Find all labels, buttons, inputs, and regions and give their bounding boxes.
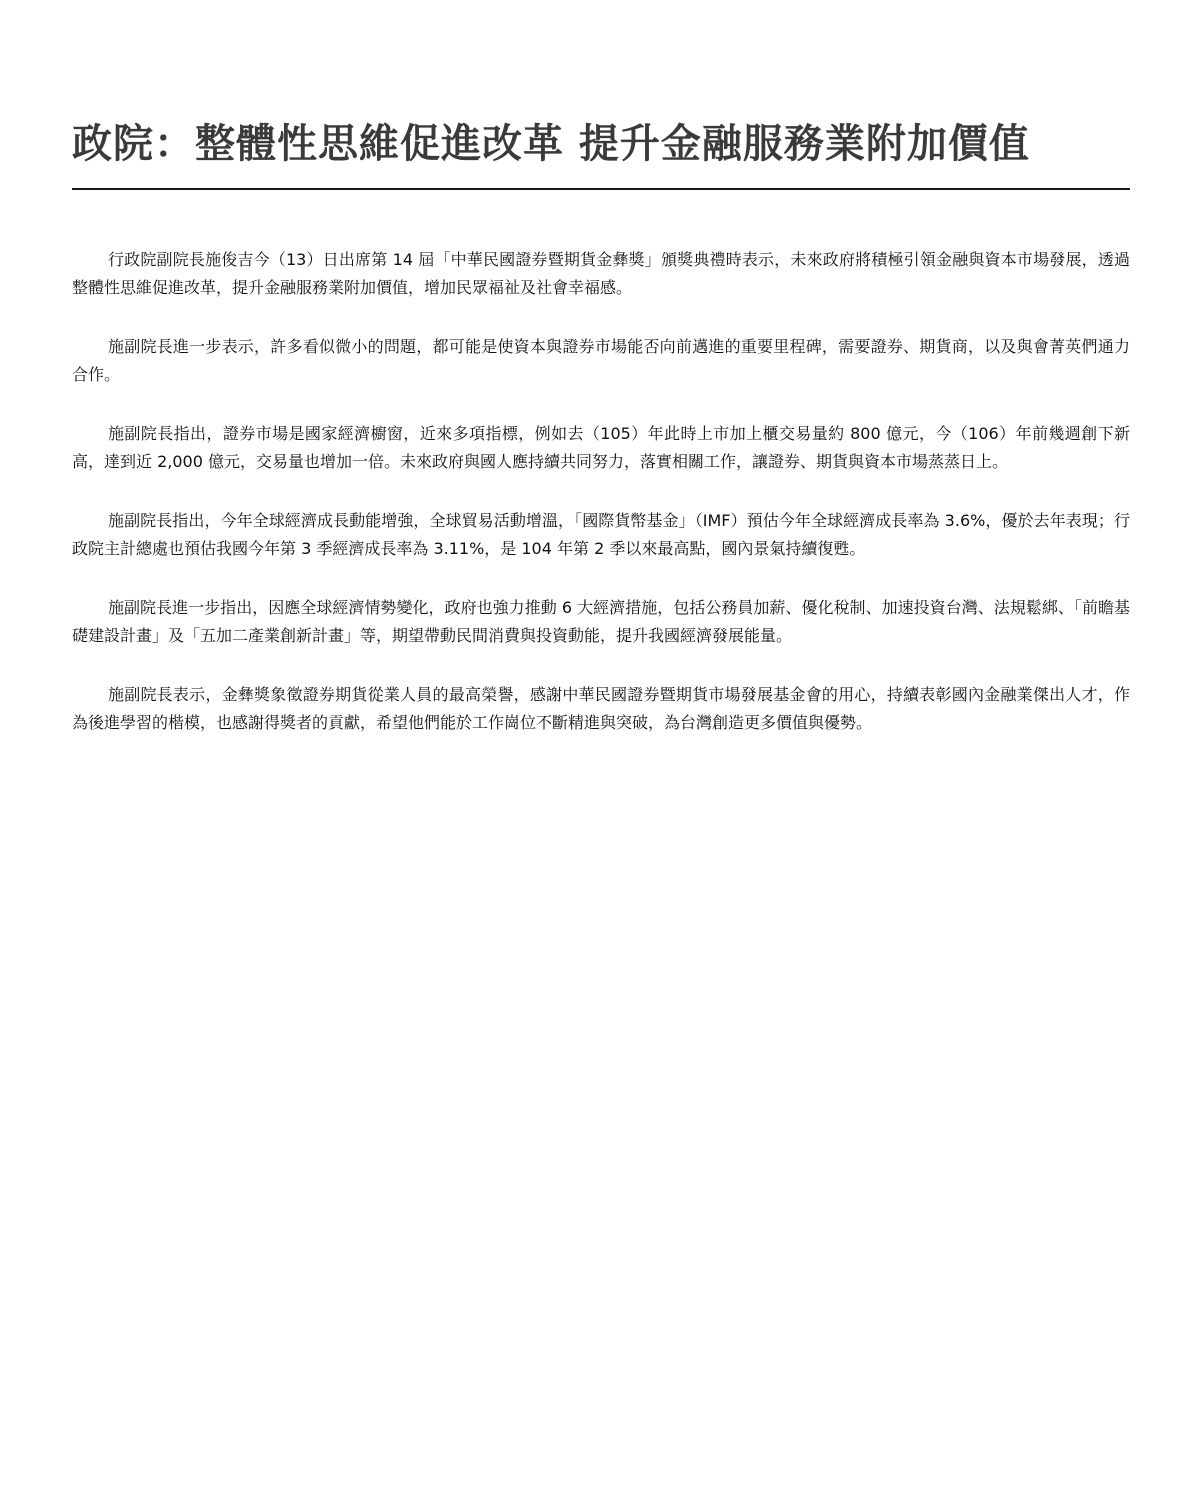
article-title: 政院：整體性思維促進改革 提升金融服務業附加價值 (72, 121, 1030, 167)
paragraph: 施副院長指出，證券市場是國家經濟櫥窗，近來多項指標，例如去（105）年此時上市加上櫃交易量約 800 億元，今（106）年前幾週創下新高，達到近 2,000 億元，交易量也增加一倍。未來政府與國人應持續共同努力，落實相關工作，讓證券、期貨與資本市場蒸蒸日上。 (72, 424, 1130, 471)
paragraph: 施副院長進一步表示，許多看似微小的問題，都可能是使資本與證券市場能否向前邁進的重要里程碑，需要證券、期貨商，以及與會菁英們通力合作。 (72, 337, 1130, 384)
document-page (72, 0, 1130, 768)
paragraph: 施副院長進一步指出，因應全球經濟情勢變化，政府也強力推動 6 大經濟措施，包括公務員加薪、優化稅制、加速投資台灣、法規鬆綁、「前瞻基礎建設計畫」及「五加二產業創新計畫」等，期望帶動民間消費與投資動能，提升我國經濟發展能量。 (72, 598, 1130, 645)
paragraph: 施副院長表示，金彝獎象徵證券期貨從業人員的最高榮譽，感謝中華民國證券暨期貨市場發展基金會的用心，持續表彰國內金融業傑出人才，作為後進學習的楷模，也感謝得獎者的貢獻，希望他們能於工作崗位不斷精進與突破，為台灣創造更多價值與優勢。 (72, 685, 1130, 732)
article-body (72, 246, 1130, 737)
title-divider (72, 188, 1130, 190)
paragraph: 施副院長指出，今年全球經濟成長動能增強，全球貿易活動增溫，「國際貨幣基金」（IMF）預估今年全球經濟成長率為 3.6%，優於去年表現；行政院主計總處也預估我國今年第 3 季經濟成長率為 3.11%，是 104 年第 2 季以來最高點，國內景氣持續復甦。 (72, 511, 1130, 558)
paragraph: 行政院副院長施俊吉今（13）日出席第 14 屆「中華民國證券暨期貨金彝獎」頒獎典禮時表示，未來政府將積極引領金融與資本市場發展，透過整體性思維促進改革，提升金融服務業附加價值，增加民眾福祉及社會幸福感。 (72, 250, 1130, 297)
